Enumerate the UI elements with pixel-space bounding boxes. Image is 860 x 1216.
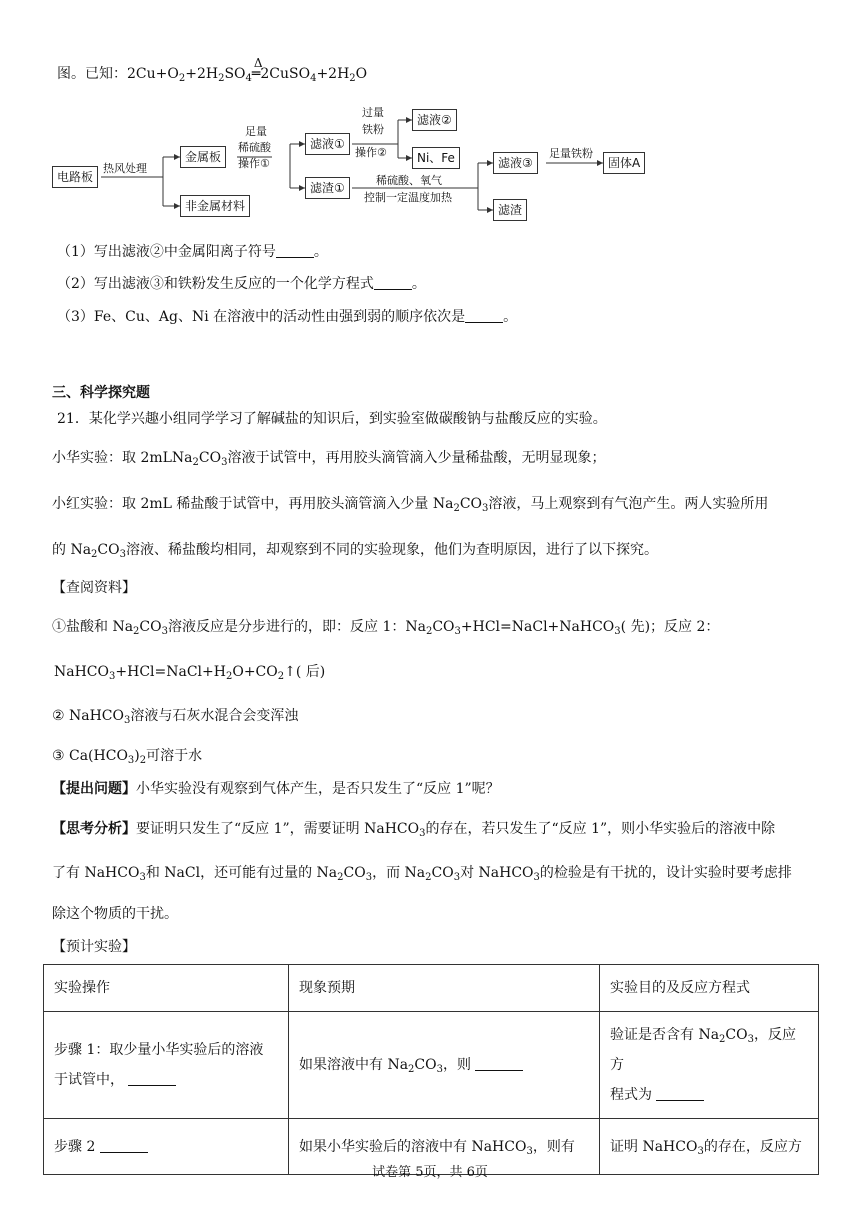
lookup-heading: 【查阅资料】 — [52, 580, 136, 596]
analysis-line-1: 【思考分析】要证明只发生了“反应 1”，需要证明 NaHCO$_3$的存在，若只发生了“反应 1”，则小华实验后的溶液中除 — [52, 821, 776, 839]
answer-blank[interactable] — [465, 308, 503, 323]
reference-3: ③ $Ca(HCO_3)_2$可溶于水 — [52, 748, 203, 766]
question-21: 21．某化学兴趣小组同学学习了解碱盐的知识后，到实验室做碳酸钠与盐酸反应的实验。 — [57, 411, 607, 427]
question-1: （1）写出滤液②中金属阳离子符号 。 — [57, 244, 328, 260]
xiaohua-experiment: 小华实验：取 $2mLNa_2CO_3$溶液于试管中，再用胶头滴管滴入少量稀盐酸，无明显现象； — [52, 450, 606, 468]
temperature-label: 控制一定温度加热 — [364, 191, 452, 204]
iron-label-1: 过量 — [362, 106, 384, 119]
residue-box: 滤渣 — [493, 199, 527, 221]
xiaohong-experiment: 小红实验：取 2mL 稀盐酸于试管中，再用胶头滴管滴入少量 $Na_2CO_3$溶液，马上观察到有气泡产生。两人实验所用 — [52, 496, 769, 514]
reference-1: ①盐酸和 $Na_2CO_3$溶液反应是分步进行的，即：反应 1：$Na_2CO_3+HCl=NaCl+NaHCO_3$( 先)；反应 2： — [52, 619, 720, 637]
step2-goal: 证明 NaHCO$_3$的存在，反应方 — [600, 1119, 819, 1175]
delta-symbol: Δ — [253, 56, 263, 70]
answer-blank[interactable] — [374, 275, 412, 290]
predict-heading: 【预计实验】 — [52, 939, 136, 955]
answer-blank[interactable] — [100, 1138, 148, 1153]
step2-phenomenon: 如果小华实验后的溶液中有 NaHCO$_3$，则有 — [289, 1119, 600, 1175]
header-operation: 实验操作 — [44, 965, 289, 1012]
step2-operation: 步骤 2 — [44, 1119, 289, 1175]
reference-2: ② NaHCO$_3$溶液与石灰水混合会变浑浊 — [52, 708, 299, 726]
circuit-board-box: 电路板 — [52, 166, 98, 188]
iron-label-3: 操作② — [355, 146, 387, 159]
filtrate1-box: 滤液① — [305, 133, 350, 155]
acid-label-1: 足量 — [245, 125, 267, 138]
acid-label-2: 稀硫酸 — [238, 141, 271, 154]
answer-blank[interactable] — [656, 1086, 704, 1101]
question-2: （2）写出滤液③和铁粉发生反应的一个化学方程式 。 — [57, 276, 426, 292]
xiaohong-continued: 的 $Na_2CO_3$溶液、稀盐酸均相同，却观察到不同的实验现象，他们为查明原因，进行了以下探究。 — [52, 542, 658, 560]
step1-phenomenon: 如果溶液中有 $Na_2CO_3$，则 — [289, 1012, 600, 1119]
experiment-table — [43, 964, 819, 1175]
analysis-line-3: 除这个物质的干扰。 — [52, 906, 178, 922]
reference-1-reaction-2: $NaHCO_3+HCl=NaCl+H_2O+CO_2↑$( 后) — [54, 664, 326, 682]
header-goal: 实验目的及反应方程式 — [600, 965, 819, 1012]
answer-blank[interactable] — [128, 1071, 176, 1086]
answer-blank[interactable] — [276, 243, 314, 258]
known-equation: 图。已知：$2Cu+O_2+2H_2SO_4$ Δ $═2CuSO_4+2H_2O$ — [57, 64, 367, 84]
table-header-row — [44, 965, 819, 1012]
nonmetal-box: 非金属材料 — [180, 195, 250, 217]
page-footer: 试卷第 5页，共 6页 — [372, 1165, 488, 1180]
question-3: （3）Fe、Cu、Ag、Ni 在溶液中的活动性由强到弱的顺序依次是 。 — [57, 309, 518, 325]
filtrate3-box: 滤液③ — [493, 152, 538, 174]
residue1-box: 滤渣① — [305, 177, 350, 199]
analysis-line-2: 了有 NaHCO$_3$和 NaCl，还可能有过量的 $Na_2CO_3$，而 $Na_2CO_3$对 NaHCO$_3$的检验是有干扰的，设计实验时要考虑排 — [52, 865, 792, 883]
answer-blank[interactable] — [475, 1056, 523, 1071]
step1-operation: 步骤 1：取少量小华实验后的溶液 于试管中， — [44, 1012, 289, 1119]
enough-iron-label: 足量铁粉 — [549, 147, 593, 160]
hot-air-label: 热风处理 — [103, 162, 147, 175]
section-title: 三、科学探究题 — [52, 385, 150, 401]
metal-plate-box: 金属板 — [180, 146, 226, 168]
step1-goal: 验证是否含有 $Na_2CO_3$，反应方 程式为 — [600, 1012, 819, 1119]
iron-label-2: 铁粉 — [362, 123, 384, 136]
filtrate2-box: 滤液② — [412, 109, 457, 131]
table-row — [44, 1012, 819, 1119]
ni-fe-box: Ni、Fe — [412, 147, 460, 169]
header-phenomenon: 现象预期 — [289, 965, 600, 1012]
acid-label-3: 操作① — [238, 157, 270, 170]
question-prompt: 【提出问题】小华实验没有观察到气体产生，是否只发生了“反应 1”呢？ — [52, 781, 500, 797]
acid-oxygen-label: 稀硫酸、氧气 — [376, 174, 442, 187]
solid-a-box: 固体A — [603, 152, 645, 174]
